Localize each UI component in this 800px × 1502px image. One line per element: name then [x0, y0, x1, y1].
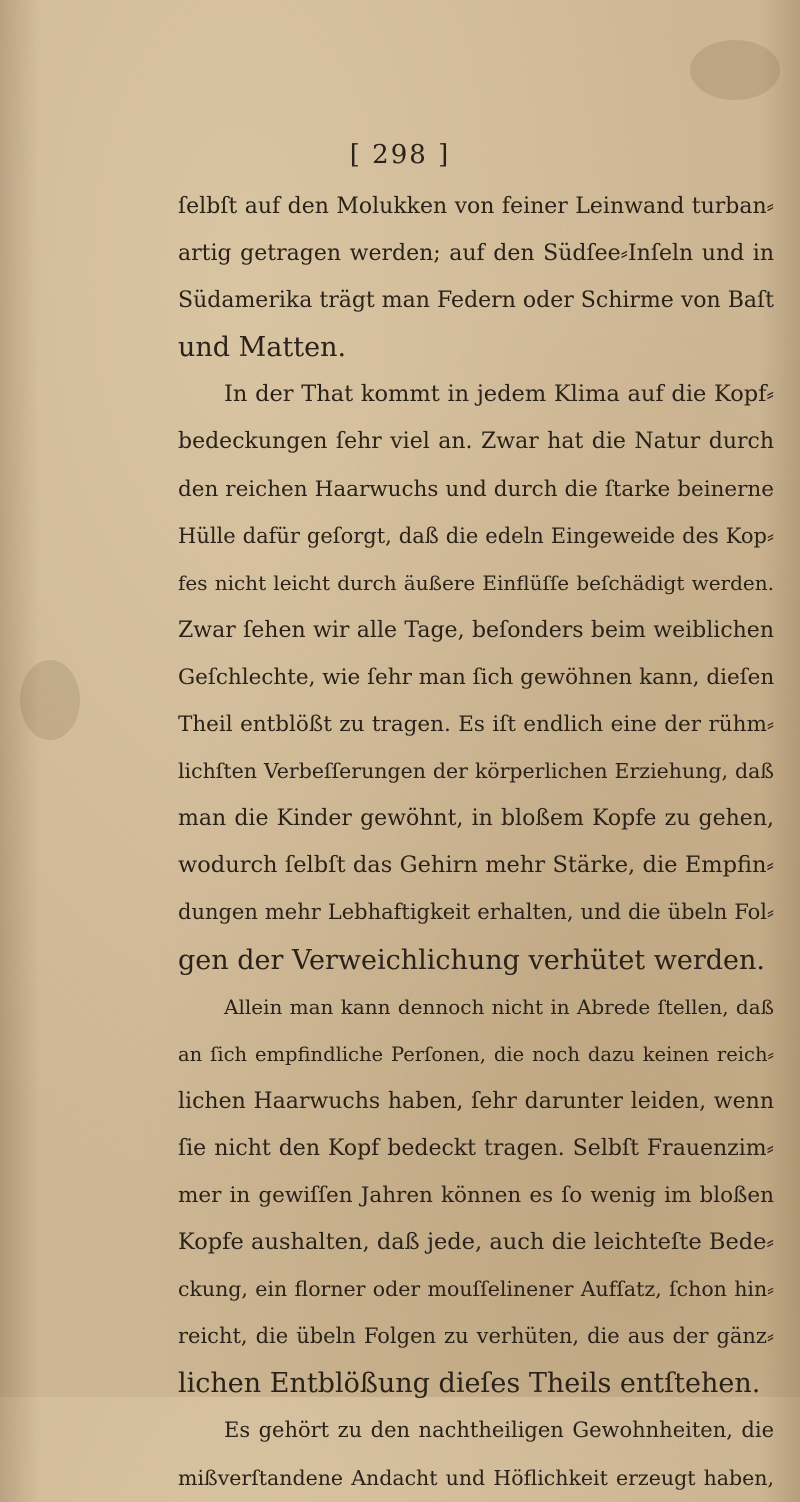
text-line: mer in gewiſſen Jahren können es ſo wenig im bloßen	[178, 1182, 774, 1208]
text-line: an ſich empfindliche Perſonen, die noch dazu keinen reich⸗	[178, 1042, 774, 1066]
text-line: Hülle dafür geſorgt, daß die edeln Eingeweide des Kop⸗	[178, 523, 774, 548]
text-line: Geſchlechte, wie ſehr man ſich gewöhnen kann, dieſen	[178, 664, 775, 690]
text-line: den reichen Haarwuchs und durch die ſtarke beinerne	[178, 476, 774, 502]
text-line: Südamerika trägt man Federn oder Schirme von Baſt	[178, 288, 774, 314]
text-line: ckung, ein florner oder mouſſelinener Aufſatz, ſchon hin⸗	[178, 1277, 774, 1302]
text-line: dungen mehr Lebhaftigkeit erhalten, und die übeln Fol⸗	[178, 900, 774, 925]
text-line: ſelbſt auf den Molukken von feiner Leinwand turban⸗	[178, 194, 774, 219]
text-line: fes nicht leicht durch äußere Einflüſſe beſchädigt werden.	[178, 570, 774, 595]
text-line: wodurch ſelbſt das Gehirn mehr Stärke, die Empfin⸗	[178, 852, 774, 879]
body-text	[178, 183, 774, 1502]
text-line: lichſten Verbeſſerungen der körperlichen Erziehung, daß	[178, 759, 774, 784]
text-line: ſie nicht den Kopf bedeckt tragen. Selbſt Frauenzim⸗	[178, 1135, 774, 1161]
text-line: Theil entblößt zu tragen. Es iſt endlich eine der rühm⸗	[178, 712, 774, 738]
text-line: gen der Verweichlichung verhütet werden.	[178, 944, 765, 976]
text-line: man die Kinder gewöhnt, in bloßem Kopfe zu gehen,	[178, 806, 774, 832]
text-line: lichen Entblößung dieſes Theils entſtehen.	[178, 1368, 761, 1400]
page-number-header: [ 298 ]	[349, 140, 451, 170]
paper-stain	[690, 40, 780, 100]
paper-stain	[20, 660, 80, 740]
text-line: lichen Haarwuchs haben, ſehr darunter leiden, wenn	[178, 1088, 774, 1114]
text-line: Es gehört zu den nachtheiligen Gewohnheiten, die	[224, 1418, 774, 1443]
text-line: reicht, die übeln Folgen zu verhüten, die aus der gänz⸗	[178, 1324, 774, 1349]
text-line: mißverſtandene Andacht und Höflichkeit erzeugt haben,	[178, 1465, 774, 1490]
text-line: artig getragen werden; auf den Südſee⸗Inſeln und in	[178, 241, 774, 267]
text-line: bedeckungen ſehr viel an. Zwar hat die Natur durch	[178, 429, 774, 455]
text-line: Zwar ſehen wir alle Tage, beſonders beim weiblichen	[178, 617, 774, 643]
text-line: und Matten.	[178, 332, 347, 364]
text-line: Allein man kann dennoch nicht in Abrede ſtellen, daß	[224, 994, 774, 1019]
text-line: In der That kommt in jedem Klima auf die Kopf⸗	[224, 381, 774, 408]
text-line: Kopfe aushalten, daß jede, auch die leichteſte Bede⸗	[178, 1229, 774, 1256]
